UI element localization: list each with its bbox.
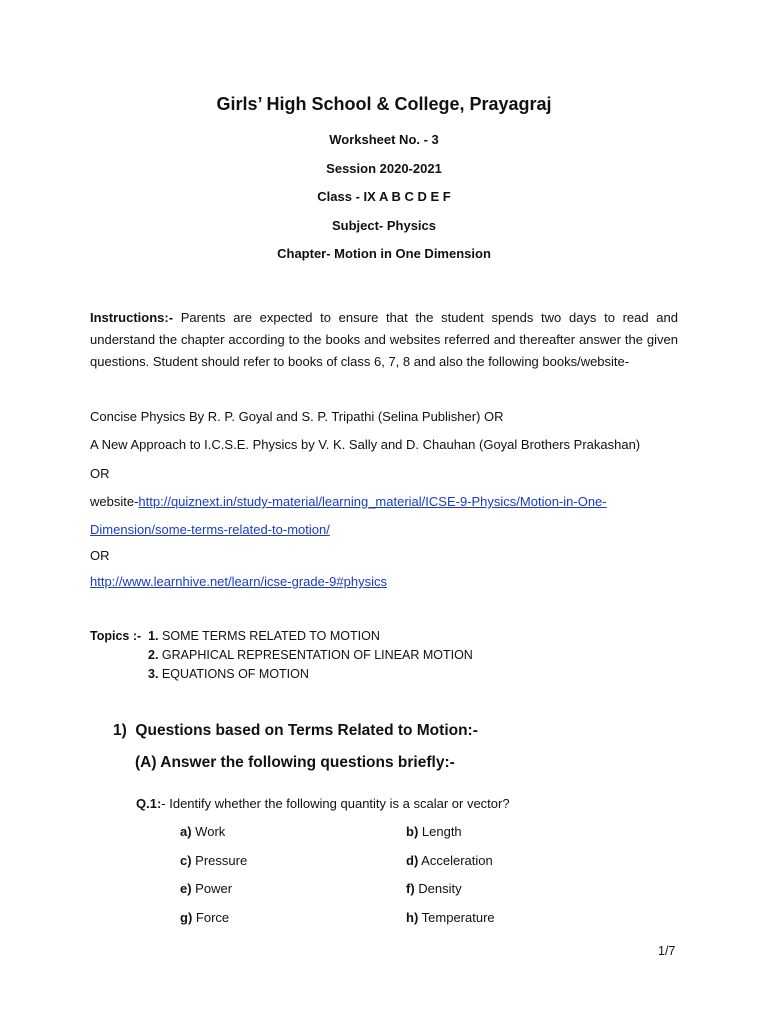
option-key: e): [180, 881, 192, 896]
option-b: [406, 824, 462, 839]
option-a: [180, 824, 225, 839]
website-reference: [90, 494, 680, 509]
option-key: b): [406, 824, 419, 839]
option-text: Pressure: [191, 853, 248, 868]
question-label: Q.1:: [136, 796, 162, 811]
option-text: Acceleration: [418, 853, 493, 868]
option-e: [180, 881, 232, 896]
reference-book-2: A New Approach to I.C.S.E. Physics by V. K. Sally and D. Chauhan (Goyal Brothers Prakashan): [90, 437, 641, 452]
option-text: Force: [192, 910, 230, 925]
option-h: [406, 910, 495, 925]
topic-text: EQUATIONS OF MOTION: [158, 667, 309, 681]
option-text: Power: [191, 881, 233, 896]
option-text: Density: [414, 881, 462, 896]
topic-item: [90, 627, 473, 646]
option-d: [406, 853, 493, 868]
section-heading: [113, 722, 478, 740]
website-link-2[interactable]: http://www.learnhive.net/learn/icse-grade-9#physics: [90, 574, 387, 589]
option-text: Length: [418, 824, 462, 839]
option-key: f): [406, 881, 415, 896]
topic-number: 2.: [148, 648, 159, 662]
subsection-heading: (A) Answer the following questions briefly:-: [135, 754, 455, 771]
website-reference-cont: [90, 522, 680, 537]
topic-text: SOME TERMS RELATED TO MOTION: [158, 629, 380, 643]
option-f: [406, 881, 462, 896]
reference-book-1: Concise Physics By R. P. Goyal and S. P. Tripathi (Selina Publisher) OR: [90, 409, 504, 424]
or-separator-1: OR: [90, 466, 110, 481]
website-prefix: website-: [90, 494, 139, 509]
instructions-text: Parents are expected to ensure that the student spends two days to read and understand the chapter according to the books and websites referred and thereafter answer the given questions. Student should refer to books of class 6, 7, 8 and also the following books/website-: [90, 310, 678, 369]
option-key: h): [406, 910, 419, 925]
question-text: - Identify whether the following quantity is a scalar or vector?: [161, 796, 510, 811]
topic-number: 1.: [148, 629, 159, 643]
worksheet-number: Worksheet No. - 3: [329, 132, 439, 147]
option-text: Temperature: [418, 910, 495, 925]
subject-line: Subject- Physics: [331, 218, 437, 233]
question-1: [136, 796, 510, 811]
topics-list: [90, 627, 473, 684]
section-number: 1): [113, 722, 127, 739]
page-number: 1/7: [658, 944, 676, 958]
option-g: [180, 910, 229, 925]
topic-text: GRAPHICAL REPRESENTATION OF LINEAR MOTION: [158, 648, 473, 662]
option-key: g): [180, 910, 193, 925]
website-link-1-cont[interactable]: Dimension/some-terms-related-to-motion/: [90, 522, 330, 537]
instructions-label: Instructions:-: [90, 310, 174, 325]
session: Session 2020-2021: [326, 161, 442, 176]
topic-item: [90, 665, 473, 684]
or-separator-2: OR: [90, 548, 110, 563]
instructions: [90, 307, 678, 373]
option-c: [180, 853, 247, 868]
section-title: Questions based on Terms Related to Motion:-: [135, 722, 478, 739]
school-title: Girls’ High School & College, Prayagraj: [216, 94, 552, 114]
chapter-line: Chapter- Motion in One Dimension: [277, 246, 491, 261]
option-key: c): [180, 853, 192, 868]
option-text: Work: [191, 824, 226, 839]
website-reference-2: [90, 574, 680, 589]
class-line: Class - IX A B C D E F: [317, 189, 451, 204]
website-link-1[interactable]: http://quiznext.in/study-material/learning_material/ICSE-9-Physics/Motion-in-One-: [138, 494, 607, 509]
topic-item: [90, 646, 473, 665]
option-key: a): [180, 824, 192, 839]
topics-label: Topics :-: [90, 629, 142, 643]
option-key: d): [406, 853, 419, 868]
topic-number: 3.: [148, 667, 159, 681]
